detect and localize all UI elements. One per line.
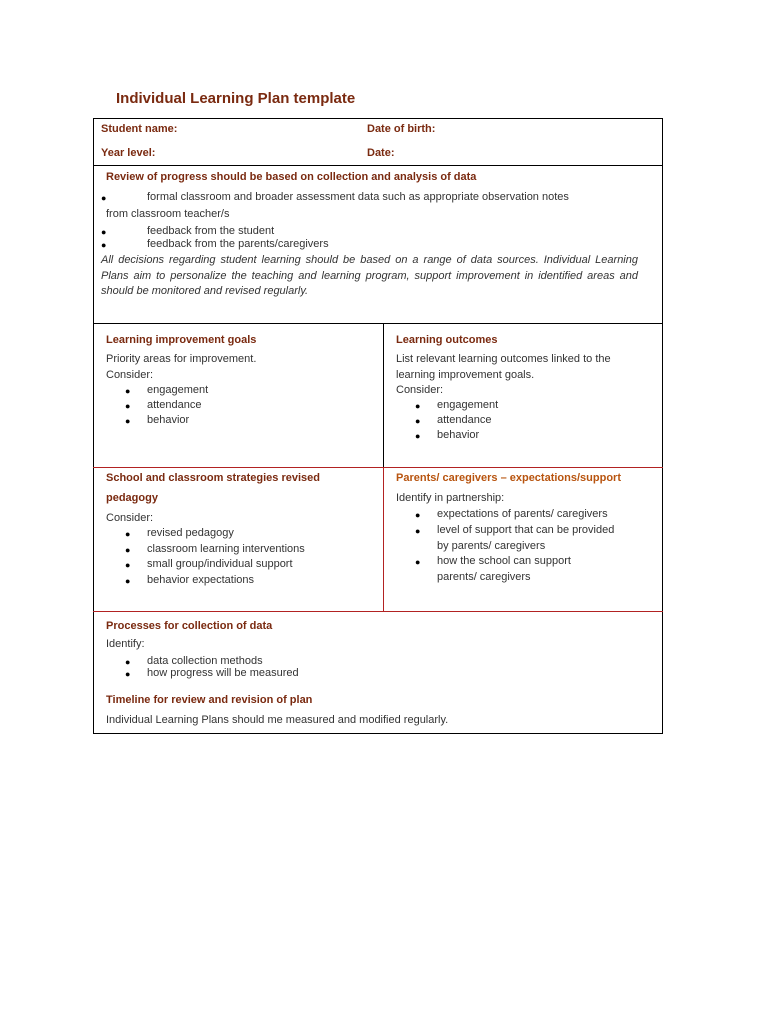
parents-item-3: how the school can support [437, 555, 571, 567]
goals-line-2: Consider: [106, 369, 154, 381]
bullet-icon: ● [415, 401, 421, 411]
bullet-icon: ● [101, 193, 107, 203]
review-heading: Review of progress should be based on collection and analysis of data [106, 171, 477, 183]
bullet-icon: ● [125, 669, 131, 679]
bullet-icon: ● [125, 657, 131, 667]
bullet-icon: ● [415, 526, 421, 536]
header-divider [93, 165, 663, 166]
page-title: Individual Learning Plan template [116, 90, 356, 107]
bullet-icon: ● [125, 386, 131, 396]
parents-item-1: expectations of parents/ caregivers [437, 508, 608, 520]
parents-line-1: Identify in partnership: [396, 492, 505, 504]
parents-item-2: level of support that can be provided [437, 524, 615, 536]
column-divider-top [383, 323, 384, 468]
bullet-icon: ● [101, 227, 107, 237]
processes-heading: Processes for collection of data [106, 620, 273, 632]
strategies-item: behavior expectations [147, 574, 255, 586]
outcomes-line-3: Consider: [396, 384, 444, 396]
bullet-icon: ● [415, 416, 421, 426]
outcomes-item: behavior [437, 429, 480, 441]
strategies-divider [93, 611, 663, 612]
date-of-birth-label: Date of birth: [367, 123, 436, 135]
review-bullet-2: feedback from the student [147, 225, 275, 237]
bullet-icon: ● [125, 576, 131, 586]
review-note: All decisions regarding student learning should be based on a range of data sources. Individual Learning Plans aim to personalize the teaching and learning program, support improvement in identified areas and should be monitored and revised regularly. [101, 254, 638, 297]
strategies-line-1: Consider: [106, 512, 154, 524]
goals-item: engagement [147, 384, 209, 396]
goals-item: attendance [147, 399, 202, 411]
parents-item-2-cont: by parents/ caregivers [437, 540, 546, 552]
parents-heading: Parents/ caregivers – expectations/support [396, 472, 621, 484]
year-level-label: Year level: [101, 147, 156, 159]
strategies-heading: School and classroom strategies revised [106, 472, 320, 484]
bullet-icon: ● [101, 240, 107, 250]
outcomes-item: engagement [437, 399, 499, 411]
outcomes-item: attendance [437, 414, 492, 426]
bullet-icon: ● [125, 560, 131, 570]
review-bullet-1-cont: from classroom teacher/s [106, 208, 230, 220]
strategies-item: small group/individual support [147, 558, 293, 570]
bullet-icon: ● [415, 510, 421, 520]
column-divider-bottom [383, 467, 384, 612]
review-bullet-3: feedback from the parents/caregivers [147, 238, 329, 250]
timeline-line-1: Individual Learning Plans should me measured and modified regularly. [106, 714, 449, 726]
goals-line-1: Priority areas for improvement. [106, 353, 257, 365]
outcomes-heading: Learning outcomes [396, 334, 498, 346]
bullet-icon: ● [415, 431, 421, 441]
student-name-label: Student name: [101, 123, 178, 135]
timeline-heading: Timeline for review and revision of plan [106, 694, 313, 706]
date-label: Date: [367, 147, 395, 159]
bullet-icon: ● [125, 545, 131, 555]
outcomes-line-2: learning improvement goals. [396, 369, 535, 381]
bullet-icon: ● [125, 416, 131, 426]
strategies-heading-cont: pedagogy [106, 492, 158, 504]
parents-item-3-cont: parents/ caregivers [437, 571, 531, 583]
strategies-item: revised pedagogy [147, 527, 234, 539]
bullet-icon: ● [125, 529, 131, 539]
review-divider [93, 323, 663, 324]
outcomes-line-1: List relevant learning outcomes linked to the [396, 353, 611, 365]
processes-item: data collection methods [147, 655, 263, 667]
review-bullet-1: formal classroom and broader assessment data such as appropriate observation notes [147, 191, 569, 203]
processes-item: how progress will be measured [147, 667, 299, 679]
goals-heading: Learning improvement goals [106, 334, 257, 346]
processes-line-1: Identify: [106, 638, 145, 650]
goals-item: behavior [147, 414, 190, 426]
goals-divider [93, 467, 663, 468]
strategies-item: classroom learning interventions [147, 543, 305, 555]
bullet-icon: ● [415, 557, 421, 567]
bullet-icon: ● [125, 401, 131, 411]
